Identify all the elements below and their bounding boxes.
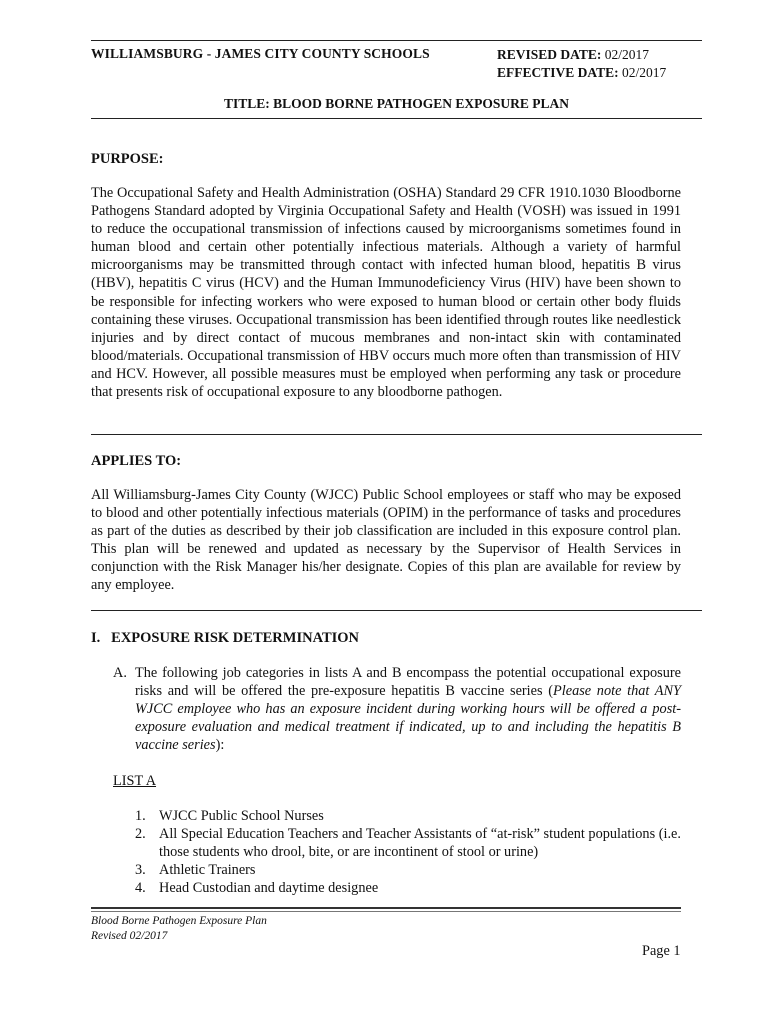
header-dates — [497, 46, 666, 82]
section-divider-2 — [91, 610, 702, 611]
applies-heading: APPLIES TO: — [91, 453, 182, 469]
list-item-number: 4. — [135, 880, 146, 897]
list-item-text: Athletic Trainers — [159, 862, 256, 879]
effective-date-value: 02/2017 — [622, 65, 667, 80]
list-item — [135, 879, 695, 897]
purpose-heading: PURPOSE: — [91, 151, 164, 167]
page-number: Page 1 — [642, 943, 681, 959]
organization-name: WILLIAMSBURG - JAMES CITY COUNTY SCHOOLS — [91, 46, 430, 61]
list-item-text: Head Custodian and daytime designee — [159, 880, 379, 897]
list-item — [135, 861, 695, 879]
header-top-rule — [91, 40, 702, 41]
revised-date-label: REVISED DATE: — [497, 47, 602, 62]
footer-text — [91, 914, 267, 944]
list-a — [135, 807, 695, 897]
list-item — [135, 807, 695, 825]
section-1-item-a — [113, 664, 682, 754]
section-divider-1 — [91, 434, 702, 435]
footer-rule-thick — [91, 907, 681, 909]
section-1-heading: I. EXPOSURE RISK DETERMINATION — [91, 630, 360, 646]
document-title: TITLE: BLOOD BORNE PATHOGEN EXPOSURE PLAN — [224, 96, 569, 111]
applies-body: All Williamsburg-James City County (WJCC) Public School employees or staff who may be exposed to blood and other potentially infectious materials (OPIM) in the performance of tasks and procedures as part of the duties as described by their job classification are included in this exposure control plan. This plan will be renewed and updated as necessary by the Supervisor of Health Services in conjunction with the Risk Manager his/her designate. Copies of this plan are available for review by any employee. — [91, 487, 681, 594]
footer-plan-name: Blood Borne Pathogen Exposure Plan — [91, 915, 267, 927]
revised-date-value: 02/2017 — [604, 47, 650, 62]
effective-date-label: EFFECTIVE DATE: — [497, 65, 619, 80]
list-a-label: LIST A — [113, 773, 157, 789]
purpose-body: The Occupational Safety and Health Administration (OSHA) Standard 29 CFR 1910.1030 Bloodborne Pathogens Standard adopted by Virginia Occupational Safety and Health (VOSH) was issued in 1991 to reduce the occupational transmission of infections caused by microorganisms sometimes found in human blood and certain other potentially infectious materials. Although a variety of harmful microorganisms may be transmitted through contact with infected human blood, hepatitis B virus (HBV), hepatitis C virus (HCV) and the Human Immunodeficiency Virus (HIV) have been shown to be responsible for infecting workers who were exposed to human blood or certain other body fluids containing these viruses. Occupational transmission has been identified through routes like needlestick injuries and by direct contact of mucous membranes and non-intact skin with contaminated blood/materials. Occupational transmission of HBV occurs much more often than transmission of HIV and HCV. However, all possible measures must be employed when performing any task or procedure that presents risk of occupational exposure to any bloodborne pathogen. — [91, 185, 681, 401]
item-a-text: The following job categories in lists A and B encompass the potential occupational exposure risks and will be offered the pre-exposure hepatitis B vaccine series ( — [135, 665, 681, 700]
footer-revision: Revised 02/2017 — [91, 930, 168, 942]
item-a-end: ): — [215, 737, 225, 754]
list-item-number: 1. — [135, 808, 146, 824]
footer-rule-thin — [91, 911, 681, 912]
revised-date-line — [497, 46, 666, 64]
list-item-number: 2. — [135, 826, 146, 843]
list-item-text: WJCC Public School Nurses — [159, 808, 324, 824]
list-item-text: All Special Education Teachers and Teacher Assistants of “at-risk” student populations (i.e. those students who drool, bite, or are incontinent of stool or urine) — [159, 826, 681, 861]
effective-date-line — [497, 64, 666, 82]
item-a-italic-note: Please note that ANY WJCC employee who has an exposure incident during working hours will be offered a post-exposure evaluation and medical treatment if indicated, up to and including the hepatitis B vaccine series — [135, 683, 682, 754]
list-item — [135, 825, 695, 861]
title-rule — [91, 118, 702, 119]
item-a-marker: A. — [113, 665, 127, 681]
list-item-number: 3. — [135, 862, 146, 879]
